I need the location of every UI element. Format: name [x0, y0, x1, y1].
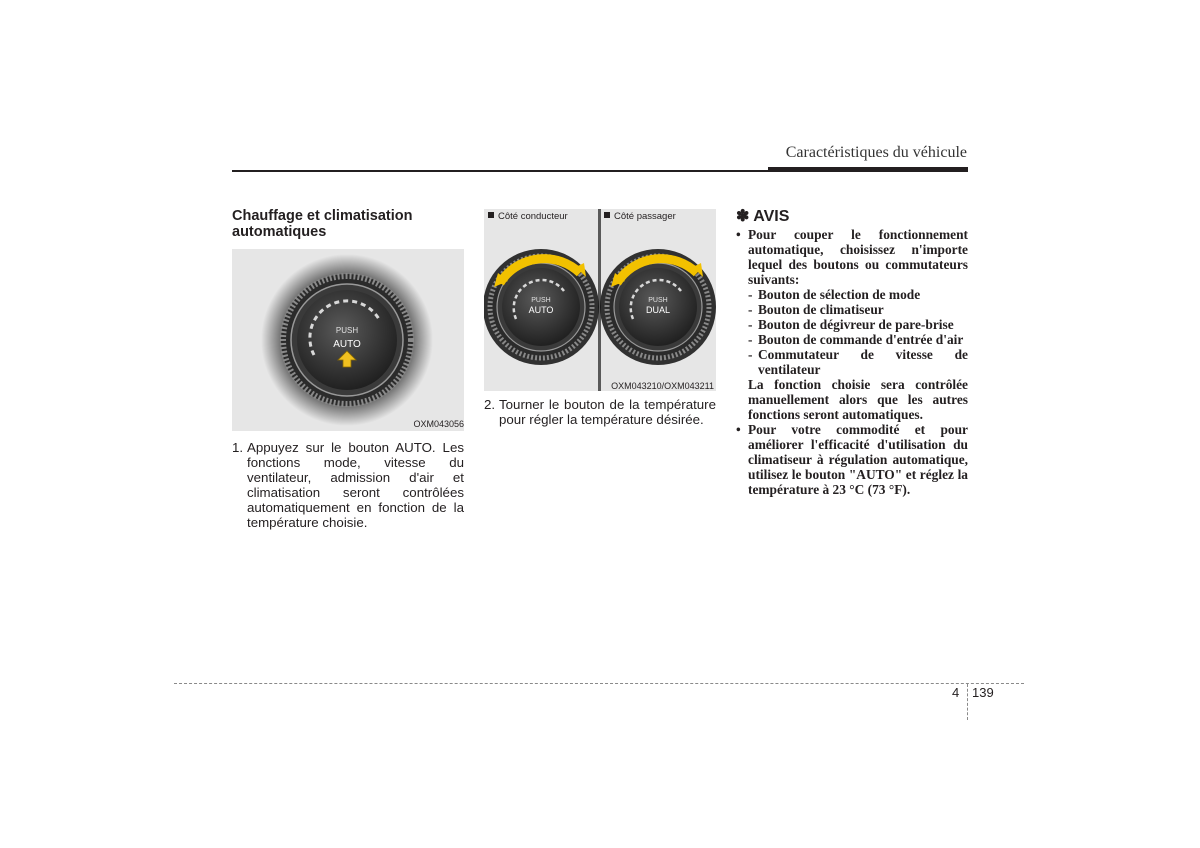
section-heading: Chauffage et climatisation automatiques — [232, 208, 413, 240]
figure-code: OXM043210/OXM043211 — [611, 381, 714, 391]
step-number: 1. — [232, 440, 244, 455]
footer-separator — [967, 684, 968, 720]
notice-box — [736, 227, 968, 497]
step-number: 2. — [484, 397, 496, 412]
caption-driver-side: Côté conducteur — [488, 211, 568, 222]
step-text: Tourner le bouton de la température pour régler la température désirée. — [499, 397, 716, 427]
header-tab-bar — [768, 167, 968, 171]
figure-auto-button — [232, 249, 464, 431]
figure-temperature-knobs — [484, 209, 716, 391]
footer-rule — [174, 683, 1024, 684]
step-2 — [484, 397, 716, 427]
notice-subitem: - Bouton de climatiseur — [748, 302, 884, 317]
notice-note: La fonction choisie sera contrôlée manuellement alors que les autres fonctions seront automatiques. — [748, 377, 968, 422]
figure-code: OXM043056 — [413, 419, 464, 429]
notice-item: • Pour votre commodité et pour améliorer l'efficacité d'utilisation du climatiseur à régulation automatique, utilisez le bouton "AUTO" et réglez la température à 23 °C (73 °F). — [736, 422, 968, 497]
notice-subitem: - Bouton de commande d'entrée d'air — [748, 332, 964, 347]
running-header-title: Caractéristiques du véhicule — [785, 144, 967, 161]
notice-subitem: - Commutateur de vitesse de ventilateur — [748, 347, 968, 377]
temperature-knobs-illustration — [484, 209, 716, 391]
knob-label-dual: DUAL — [645, 305, 671, 315]
step-text: Appuyez sur le bouton AUTO. Les fonctions mode, vitesse du ventilateur, admission d'air et climatisation seront contrôlées automatiquement en fonction de la température choisie. — [247, 440, 464, 530]
notice-item: • Pour couper le fonctionnement automatique, choisissez n'importe lequel des boutons ou commutateurs suivants: — [736, 227, 968, 287]
step-1 — [232, 440, 464, 530]
knob-label-push: PUSH — [531, 297, 551, 304]
knob-label-auto: AUTO — [333, 339, 361, 350]
knob-label-auto: AUTO — [528, 305, 554, 315]
caption-passenger-side: Côté passager — [604, 211, 676, 222]
chapter-number: 4 — [952, 685, 960, 700]
knob-label-push: PUSH — [648, 297, 668, 304]
notice-heading: ✽ AVIS — [736, 208, 790, 225]
notice-subitem: - Bouton de sélection de mode — [748, 287, 921, 302]
page-number: 139 — [972, 685, 994, 700]
auto-knob-illustration — [232, 249, 464, 431]
notice-subitem: - Bouton de dégivreur de pare-brise — [748, 317, 954, 332]
knob-label-push: PUSH — [335, 326, 359, 335]
